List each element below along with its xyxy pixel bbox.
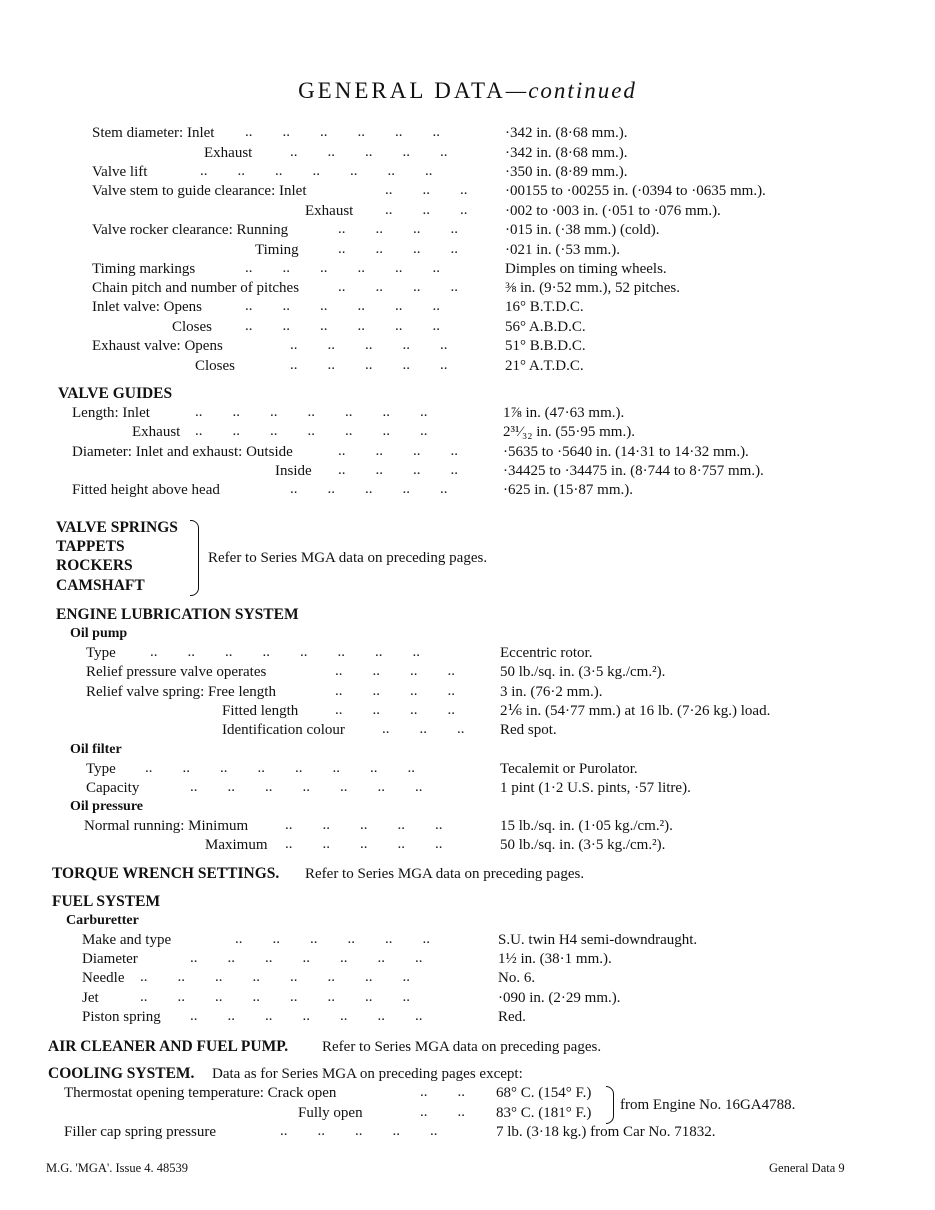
leader-dots: .. .. .. .. .. ..: [245, 124, 440, 140]
page-title: [0, 78, 935, 104]
valve-row-value: ·00155 to ·00255 in. (·0394 to ·0635 mm.).: [505, 183, 766, 199]
leader-dots: .. .. .. .. .. .. .. ..: [150, 644, 420, 660]
torque-text: Refer to Series MGA data on preceding pages.: [305, 866, 585, 882]
lube-row-label: Normal running: Minimum: [84, 818, 249, 834]
valve-row-value: ·350 in. (8·89 mm.).: [505, 164, 628, 180]
refer-item: TAPPETS: [56, 538, 125, 555]
valve-row-value: ⅜ in. (9·52 mm.), 52 pitches.: [505, 280, 680, 296]
valve-row-value: 21° A.T.D.C.: [505, 358, 584, 374]
leader-dots: .. .. .. .. .. .. ..: [190, 779, 423, 795]
leader-dots: .. .. .. ..: [338, 279, 458, 295]
lube-row-value: 1 pint (1·2 U.S. pints, ·57 litre).: [500, 780, 691, 796]
oil-pressure-subheading: Oil pressure: [70, 799, 143, 814]
cooling-row-label: Thermostat opening temperature: Crack open: [64, 1085, 337, 1101]
carburetter-subheading: Carburetter: [66, 913, 139, 928]
cooling-row-value: 83° C. (181° F.): [496, 1105, 592, 1121]
fuel-heading: FUEL SYSTEM: [52, 893, 161, 910]
lube-row-value: Eccentric rotor.: [500, 645, 593, 661]
valve-row-label: Timing: [255, 242, 299, 258]
lube-row-label: Type: [86, 645, 116, 661]
leader-dots: .. .. .. ..: [338, 443, 458, 459]
leader-dots: .. .. .. .. .. .. .. ..: [140, 969, 410, 985]
leader-dots: .. .. .. .. .. ..: [245, 260, 440, 276]
fuel-row-label: Piston spring: [82, 1009, 161, 1025]
valve-row-label: Valve stem to guide clearance: Inlet: [92, 183, 307, 199]
air-cleaner-heading: AIR CLEANER AND FUEL PUMP.: [48, 1038, 289, 1055]
refer-item: VALVE SPRINGS: [56, 519, 178, 536]
footer-right: General Data 9: [769, 1161, 845, 1175]
leader-dots: .. .. .. ..: [335, 663, 455, 679]
leader-dots: .. .. .. .. ..: [290, 337, 448, 353]
valve-guides-heading: VALVE GUIDES: [58, 385, 173, 402]
lube-row-label: Maximum: [205, 837, 268, 853]
fuel-row-value: No. 6.: [498, 970, 536, 986]
lube-row-value: 15 lb./sq. in. (1·05 kg./cm.²).: [500, 818, 673, 834]
curly-brace: [606, 1086, 614, 1124]
leader-dots: .. .. .. .. ..: [280, 1123, 438, 1139]
valve-row-label: Closes: [172, 319, 213, 335]
valve-row-label: Exhaust valve: Opens: [92, 338, 223, 354]
fuel-row-label: Diameter: [82, 951, 138, 967]
leader-dots: .. .. .. ..: [335, 702, 455, 718]
guide-row-label: Length: Inlet: [72, 405, 150, 421]
lube-row-label: Relief valve spring: Free length: [86, 684, 276, 700]
leader-dots: .. .. .. .. .. .. ..: [190, 950, 423, 966]
leader-dots: .. ..: [420, 1104, 465, 1120]
lube-row-value: 3 in. (76·2 mm.).: [500, 684, 603, 700]
guide-row-label: Fitted height above head: [72, 482, 220, 498]
title-main: GENERAL DATA: [298, 78, 506, 103]
guide-row-value: ·34425 to ·34475 in. (8·744 to 8·757 mm.).: [503, 463, 764, 479]
lube-row-value: 2⅙ in. (54·77 mm.) at 16 lb. (7·26 kg.) load.: [500, 703, 771, 719]
leader-dots: .. .. .. .. .. .. .. ..: [145, 760, 415, 776]
fuel-row-value: S.U. twin H4 semi-downdraught.: [498, 932, 698, 948]
valve-row-value: 16° B.T.D.C.: [505, 299, 584, 315]
leader-dots: .. .. .. ..: [335, 683, 455, 699]
leader-dots: .. .. .. .. .. .. ..: [195, 404, 428, 420]
lube-row-value: Red spot.: [500, 722, 557, 738]
valve-row-label: Timing markings: [92, 261, 196, 277]
refer-item: ROCKERS: [56, 557, 133, 574]
lube-row-label: Type: [86, 761, 116, 777]
leader-dots: .. .. ..: [385, 202, 468, 218]
leader-dots: .. .. .. .. .. ..: [245, 298, 440, 314]
lube-row-label: Fitted length: [222, 703, 299, 719]
leader-dots: .. .. .. .. .. ..: [235, 931, 430, 947]
curly-brace: [190, 520, 199, 596]
lube-row-value: 50 lb./sq. in. (3·5 kg./cm.²).: [500, 664, 666, 680]
lubrication-heading: ENGINE LUBRICATION SYSTEM: [56, 606, 299, 623]
guide-row-label: Inside: [275, 463, 312, 479]
leader-dots: .. .. .. ..: [338, 221, 458, 237]
cooling-row-value: 68° C. (154° F.): [496, 1085, 592, 1101]
valve-row-label: Valve lift: [92, 164, 148, 180]
guide-row-value: ·625 in. (15·87 mm.).: [503, 482, 633, 498]
valve-row-value: ·015 in. (·38 mm.) (cold).: [505, 222, 660, 238]
fuel-row-value: ·090 in. (2·29 mm.).: [498, 990, 621, 1006]
cooling-row-label: Fully open: [298, 1105, 363, 1121]
leader-dots: .. .. .. ..: [338, 241, 458, 257]
valve-row-label: Stem diameter: Inlet: [92, 125, 215, 141]
guide-row-value: 2³¹⁄₃₂ in. (55·95 mm.).: [503, 424, 635, 440]
lube-row-label: Capacity: [86, 780, 140, 796]
refer-note: Refer to Series MGA data on preceding pages.: [208, 550, 488, 566]
leader-dots: .. .. .. ..: [338, 462, 458, 478]
valve-row-value: Dimples on timing wheels.: [505, 261, 667, 277]
lube-row-value: 50 lb./sq. in. (3·5 kg./cm.²).: [500, 837, 666, 853]
cooling-heading: COOLING SYSTEM.: [48, 1065, 195, 1082]
engine-note: from Engine No. 16GA4788.: [620, 1097, 796, 1113]
oil-pump-subheading: Oil pump: [70, 626, 128, 641]
valve-row-value: ·342 in. (8·68 mm.).: [505, 145, 628, 161]
leader-dots: .. .. .. .. ..: [290, 144, 448, 160]
fuel-row-label: Make and type: [82, 932, 172, 948]
leader-dots: .. .. .. .. .. .. ..: [190, 1008, 423, 1024]
valve-row-label: Closes: [195, 358, 236, 374]
leader-dots: .. .. .. .. .. .. ..: [200, 163, 433, 179]
guide-row-value: 1⅞ in. (47·63 mm.).: [503, 405, 625, 421]
cooling-row-value: 7 lb. (3·18 kg.) from Car No. 71832.: [496, 1124, 716, 1140]
valve-row-label: Valve rocker clearance: Running: [92, 222, 289, 238]
fuel-row-value: Red.: [498, 1009, 526, 1025]
valve-row-value: ·021 in. (·53 mm.).: [505, 242, 620, 258]
cooling-text: Data as for Series MGA on preceding pages except:: [212, 1066, 523, 1082]
title-suffix: —continued: [505, 78, 637, 103]
torque-heading: TORQUE WRENCH SETTINGS.: [52, 865, 280, 882]
air-cleaner-text: Refer to Series MGA data on preceding pages.: [322, 1039, 602, 1055]
leader-dots: .. .. .. .. .. .. ..: [195, 423, 428, 439]
refer-item: CAMSHAFT: [56, 577, 145, 594]
valve-row-value: ·002 to ·003 in. (·051 to ·076 mm.).: [505, 203, 721, 219]
leader-dots: .. .. .. .. ..: [285, 817, 443, 833]
leader-dots: .. .. .. .. .. .. .. ..: [140, 989, 410, 1005]
guide-row-label: Exhaust: [132, 424, 181, 440]
guide-row-label: Diameter: Inlet and exhaust: Outside: [72, 444, 293, 460]
valve-row-value: 56° A.B.D.C.: [505, 319, 586, 335]
leader-dots: .. .. ..: [385, 182, 468, 198]
cooling-row-label: Filler cap spring pressure: [64, 1124, 217, 1140]
fuel-row-label: Needle: [82, 970, 125, 986]
valve-row-label: Exhaust: [305, 203, 354, 219]
lube-row-label: Identification colour: [222, 722, 345, 738]
fuel-row-value: 1½ in. (38·1 mm.).: [498, 951, 612, 967]
leader-dots: .. .. .. .. ..: [285, 836, 443, 852]
leader-dots: .. ..: [420, 1084, 465, 1100]
lube-row-label: Relief pressure valve operates: [86, 664, 267, 680]
valve-row-label: Chain pitch and number of pitches: [92, 280, 300, 296]
valve-row-label: Inlet valve: Opens: [92, 299, 202, 315]
footer-left: M.G. 'MGA'. Issue 4. 48539: [46, 1161, 189, 1175]
leader-dots: .. .. .. .. .. ..: [245, 318, 440, 334]
oil-filter-subheading: Oil filter: [70, 742, 122, 757]
lube-row-value: Tecalemit or Purolator.: [500, 761, 638, 777]
leader-dots: .. .. .. .. ..: [290, 357, 448, 373]
leader-dots: .. .. .. .. ..: [290, 481, 448, 497]
valve-row-value: 51° B.B.D.C.: [505, 338, 586, 354]
valve-row-value: ·342 in. (8·68 mm.).: [505, 125, 628, 141]
fuel-row-label: Jet: [82, 990, 99, 1006]
valve-row-label: Exhaust: [204, 145, 253, 161]
guide-row-value: ·5635 to ·5640 in. (14·31 to 14·32 mm.).: [503, 444, 749, 460]
leader-dots: .. .. ..: [382, 721, 465, 737]
